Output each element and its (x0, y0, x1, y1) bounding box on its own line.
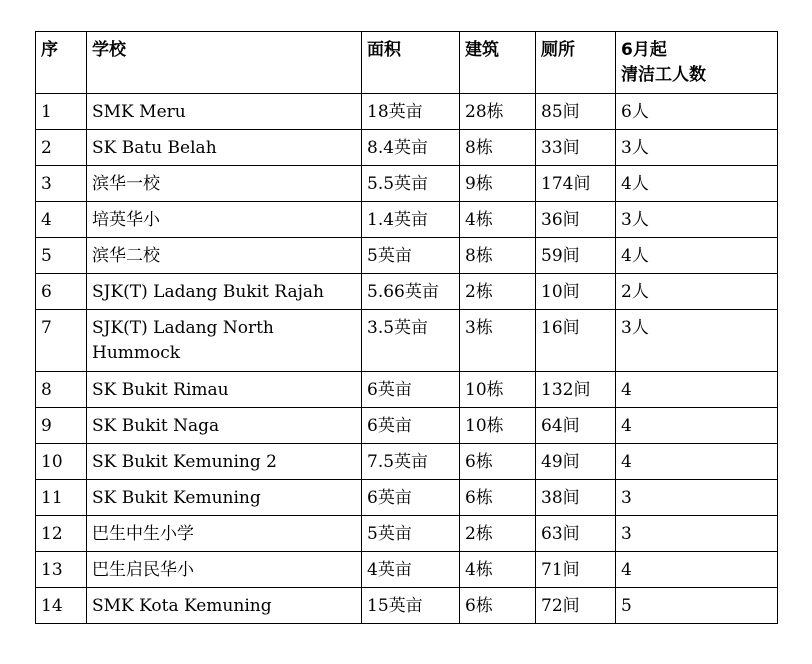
cell-cleaners: 4 (616, 408, 778, 444)
cell-area: 4英亩 (362, 552, 460, 588)
table-row (36, 408, 778, 444)
cell-cleaners: 4 (616, 444, 778, 480)
cell-no: 4 (36, 202, 87, 238)
cell-buildings: 4栋 (460, 552, 536, 588)
cell-cleaners: 4 (616, 372, 778, 408)
cell-toilets: 36间 (536, 202, 616, 238)
cell-area: 6英亩 (362, 408, 460, 444)
cell-no: 10 (36, 444, 87, 480)
cell-buildings: 9栋 (460, 166, 536, 202)
cell-toilets: 85间 (536, 94, 616, 130)
cell-cleaners: 6人 (616, 94, 778, 130)
cell-no: 7 (36, 310, 87, 372)
cell-no: 12 (36, 516, 87, 552)
cell-area: 5.66英亩 (362, 274, 460, 310)
table-row (36, 202, 778, 238)
cell-toilets: 59间 (536, 238, 616, 274)
table-row (36, 94, 778, 130)
cell-area: 5英亩 (362, 516, 460, 552)
cell-area: 3.5英亩 (362, 310, 460, 372)
cell-toilets: 174间 (536, 166, 616, 202)
cell-buildings: 2栋 (460, 274, 536, 310)
cell-buildings: 6栋 (460, 588, 536, 624)
header-area: 面积 (362, 32, 460, 94)
cell-buildings: 28栋 (460, 94, 536, 130)
cell-no: 1 (36, 94, 87, 130)
cell-buildings: 4栋 (460, 202, 536, 238)
cell-buildings: 2栋 (460, 516, 536, 552)
cell-school: 滨华一校 (87, 166, 362, 202)
cell-no: 9 (36, 408, 87, 444)
table-row (36, 480, 778, 516)
cell-school: 滨华二校 (87, 238, 362, 274)
cell-cleaners: 5 (616, 588, 778, 624)
cell-no: 2 (36, 130, 87, 166)
cell-school: 巴生启民华小 (87, 552, 362, 588)
table-row (36, 310, 778, 372)
cell-buildings: 6栋 (460, 480, 536, 516)
cell-area: 6英亩 (362, 480, 460, 516)
cell-buildings: 10栋 (460, 408, 536, 444)
cell-no: 14 (36, 588, 87, 624)
table-row (36, 516, 778, 552)
cell-no: 13 (36, 552, 87, 588)
cell-cleaners: 4人 (616, 238, 778, 274)
cell-cleaners: 3人 (616, 202, 778, 238)
table-body (36, 94, 778, 624)
cell-buildings: 10栋 (460, 372, 536, 408)
cell-no: 5 (36, 238, 87, 274)
cell-toilets: 49间 (536, 444, 616, 480)
cell-cleaners: 3人 (616, 310, 778, 372)
cell-no: 3 (36, 166, 87, 202)
cell-buildings: 8栋 (460, 130, 536, 166)
cell-area: 6英亩 (362, 372, 460, 408)
header-school: 学校 (87, 32, 362, 94)
table-row (36, 444, 778, 480)
table-row (36, 238, 778, 274)
cell-area: 15英亩 (362, 588, 460, 624)
cell-toilets: 64间 (536, 408, 616, 444)
cell-toilets: 63间 (536, 516, 616, 552)
table-row (36, 166, 778, 202)
cell-school: SK Bukit Naga (87, 408, 362, 444)
cell-toilets: 71间 (536, 552, 616, 588)
cell-toilets: 10间 (536, 274, 616, 310)
cell-school: 培英华小 (87, 202, 362, 238)
cell-school: SK Bukit Kemuning (87, 480, 362, 516)
cell-area: 1.4英亩 (362, 202, 460, 238)
header-buildings: 建筑 (460, 32, 536, 94)
cell-school: SK Bukit Rimau (87, 372, 362, 408)
cell-toilets: 132间 (536, 372, 616, 408)
cell-school: SMK Meru (87, 94, 362, 130)
header-cleaners (616, 32, 778, 94)
cell-area: 5.5英亩 (362, 166, 460, 202)
header-toilets: 厕所 (536, 32, 616, 94)
cell-school: 巴生中生小学 (87, 516, 362, 552)
cell-school: SJK(T) Ladang North Hummock (87, 310, 362, 372)
cell-school: SK Bukit Kemuning 2 (87, 444, 362, 480)
header-cleaners-line1: 6月起 (621, 40, 667, 60)
cell-cleaners: 4人 (616, 166, 778, 202)
cell-buildings: 6栋 (460, 444, 536, 480)
cell-toilets: 33间 (536, 130, 616, 166)
cell-cleaners: 4 (616, 552, 778, 588)
cell-no: 11 (36, 480, 87, 516)
cell-school: SMK Kota Kemuning (87, 588, 362, 624)
cell-area: 7.5英亩 (362, 444, 460, 480)
cell-no: 8 (36, 372, 87, 408)
table-row (36, 372, 778, 408)
cell-buildings: 3栋 (460, 310, 536, 372)
table-row (36, 130, 778, 166)
cell-cleaners: 2人 (616, 274, 778, 310)
cell-no: 6 (36, 274, 87, 310)
cell-cleaners: 3 (616, 516, 778, 552)
cell-school: SJK(T) Ladang Bukit Rajah (87, 274, 362, 310)
table-row (36, 588, 778, 624)
cell-toilets: 38间 (536, 480, 616, 516)
cell-toilets: 16间 (536, 310, 616, 372)
header-cleaners-line2: 清洁工人数 (621, 65, 706, 85)
cell-school: SK Batu Belah (87, 130, 362, 166)
school-cleaners-table (35, 31, 778, 624)
cell-buildings: 8栋 (460, 238, 536, 274)
cell-area: 18英亩 (362, 94, 460, 130)
cell-cleaners: 3 (616, 480, 778, 516)
header-row (36, 32, 778, 94)
cell-cleaners: 3人 (616, 130, 778, 166)
table-row (36, 274, 778, 310)
table-row (36, 552, 778, 588)
cell-area: 8.4英亩 (362, 130, 460, 166)
cell-toilets: 72间 (536, 588, 616, 624)
cell-area: 5英亩 (362, 238, 460, 274)
header-no: 序 (36, 32, 87, 94)
